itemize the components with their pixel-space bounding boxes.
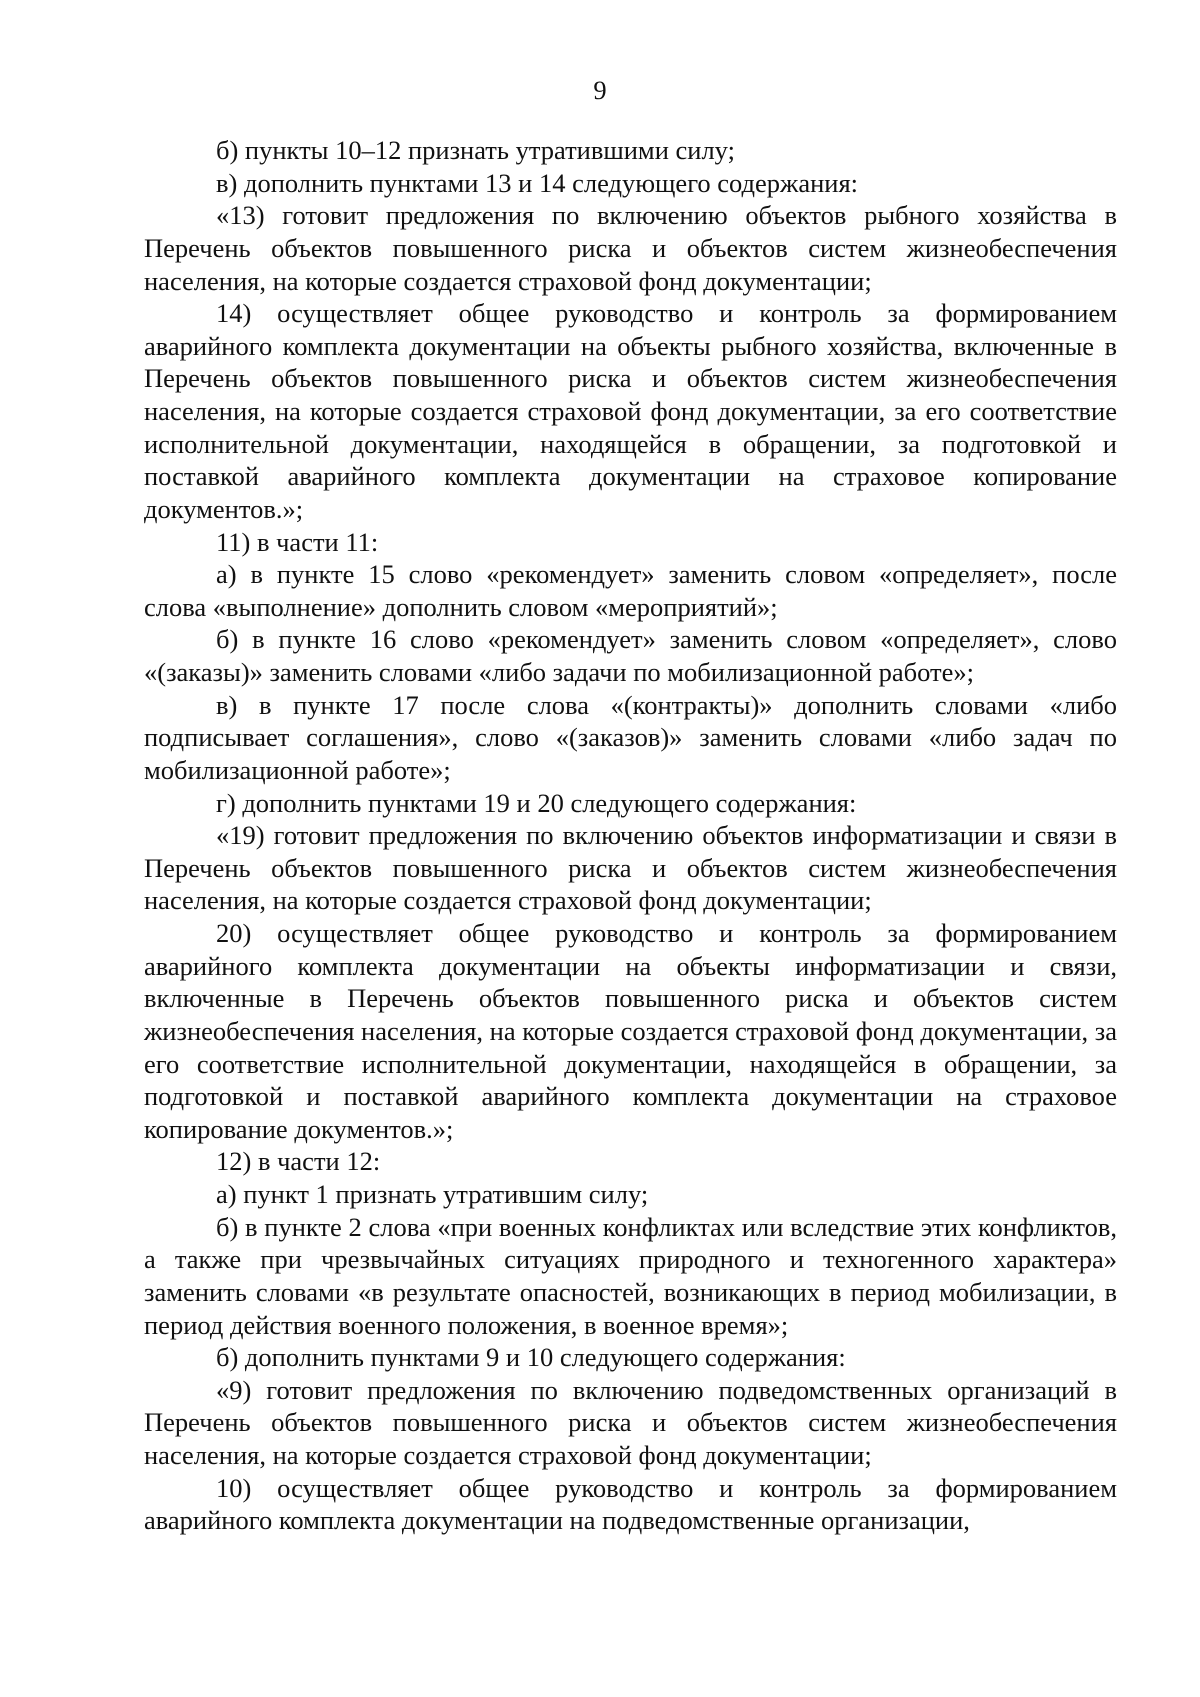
paragraph: б) дополнить пунктами 9 и 10 следующего содержания: (216, 1342, 846, 1373)
paragraph: «19) готовит предложения по включению объектов информатизации и связи в Перечень объектов повышенного риска и объектов систем жизнеобеспечения населения, на которые создается страховой фонд документации; (144, 820, 1117, 916)
paragraph: 10) осуществляет общее руководство и контроль за формированием аварийного комплекта документации на подведомственные организации, (144, 1472, 1117, 1536)
paragraph: 11) в части 11: (216, 526, 379, 557)
paragraph: в) в пункте 17 после слова «(контракты)» дополнить словами «либо подписывает соглашения», слово «(заказов)» заменить словами «либо задач по мобилизационной работе»; (144, 689, 1117, 785)
paragraph: а) пункт 1 признать утратившим силу; (216, 1179, 649, 1209)
document-body (144, 134, 1117, 1537)
page-number: 9 (593, 75, 607, 105)
paragraph: «13) готовит предложения по включению объектов рыбного хозяйства в Перечень объектов повышенного риска и объектов систем жизнеобеспечения населения, на которые создается страховой фонд документации; (144, 200, 1117, 296)
paragraph: г) дополнить пунктами 19 и 20 следующего содержания: (216, 787, 857, 818)
paragraph: 12) в части 12: (216, 1146, 381, 1177)
paragraph: в) дополнить пунктами 13 и 14 следующего содержания: (216, 167, 859, 198)
paragraph: б) пункты 10–12 признать утратившими силу; (216, 135, 735, 165)
paragraph: «9) готовит предложения по включению подведомственных организаций в Перечень объектов повышенного риска и объектов систем жизнеобеспечения населения, на которые создается страховой фонд документации; (144, 1374, 1117, 1470)
paragraph: б) в пункте 16 слово «рекомендует» заменить словом «определяет», слово «(заказы)» заменить словами «либо задачи по мобилизационной работе»; (144, 624, 1117, 687)
paragraph: 20) осуществляет общее руководство и контроль за формированием аварийного комплекта документации на объекты информатизации и связи, включенные в Перечень объектов повышенного риска и объектов систем жизнеобеспечения населения, на которые создается страховой фонд документации, за его соответствие исполнительной документации, находящейся в обращении, за подготовкой и поставкой аварийного комплекта документации на страховое копирование документов.»; (144, 918, 1117, 1144)
paragraph: б) в пункте 2 слова «при военных конфликтах или вследствие этих конфликтов, а также при чрезвычайных ситуациях природного и техногенного характера» заменить словами «в результате опасностей, возникающих в период мобилизации, в период действия военного положения, в военное время»; (144, 1211, 1117, 1340)
paragraph: 14) осуществляет общее руководство и контроль за формированием аварийного комплекта документации на объекты рыбного хозяйства, включенные в Перечень объектов повышенного риска и объектов систем жизнеобеспечения населения, на которые создается страховой фонд документации, за его соответствие исполнительной документации, находящейся в обращении, за подготовкой и поставкой аварийного комплекта документации на страховое копирование документов.»; (144, 298, 1117, 524)
paragraph: а) в пункте 15 слово «рекомендует» заменить словом «определяет», после слова «выполнение» дополнить словом «мероприятий»; (144, 559, 1117, 622)
